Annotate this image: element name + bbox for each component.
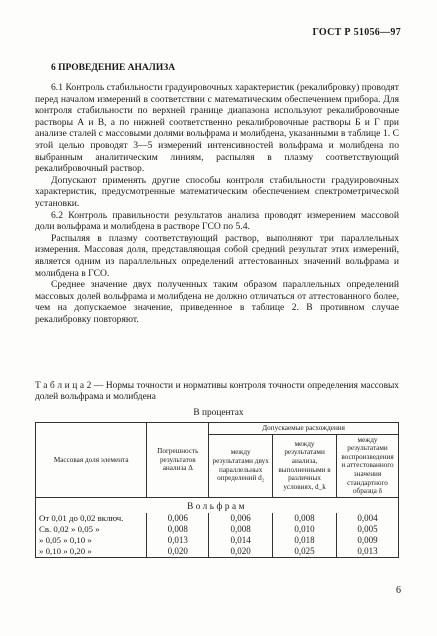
table-row: [36, 535, 399, 546]
cell-d2: 0,008: [209, 524, 273, 535]
cell-delta-so: 0,009: [337, 535, 399, 546]
paragraph-alternatives: Допускают применять другие способы контроля стабильности градуировочных характеристик, предусмотренные математическим обеспечением спектрометрической установки.: [35, 174, 399, 209]
table-row: [36, 524, 399, 535]
cell-d2: 0,014: [209, 535, 273, 546]
paragraph-6-1: 6.1 Контроль стабильности градуировочных характеристик (рекалибровку) проводят перед началом измерений в соответствии с математическим обеспечением прибора. Для контроля стабильности по верхней границе диапазона используют рекалибровочные растворы А и В, а по нижней соответственно рекалибровочные растворы Б и Г при анализе сталей с массовыми долями вольфрама и молибдена, указанными в таблице 1. С этой целью проводят 3—5 измерений интенсивностей вольфрама и молибдена по выбранным аналитическим линиям, распыляя в плазму соответствующий рекалибровочный раствор.: [35, 82, 399, 175]
table-caption: Т а б л и ц а 2 — Нормы точности и нормативы контроля точности определения массовых долей вольфрама и молибдена: [35, 381, 399, 403]
cell-range: » 0,05 » 0,10 »: [36, 535, 147, 546]
cell-delta-so: 0,013: [337, 546, 399, 558]
accuracy-norms-table: [35, 422, 399, 558]
cell-delta: 0,013: [147, 535, 209, 546]
cell-dk: 0,018: [273, 535, 337, 546]
paragraph-mean-value: Среднее значение двух полученных таким образом параллельных определений массовых долей вольфрама и молибдена не должно отличаться от аттестованного более, чем на допускаемое значение, приведенное в таблице 2. В противном случае рекалибровку повторяют.: [35, 279, 399, 325]
cell-range: От 0,01 до 0,02 включ.: [36, 513, 147, 524]
paragraph-parallel-measurements: Распыляя в плазму соответствующий раствор, выполняют три параллельных измерения. Массовая доля, представляющая собой средний результат этих измерений, является одним из параллельных определений аттестованных значений вольфрама и молибдена в ГСО.: [35, 232, 399, 279]
cell-range: » 0,10 » 0,20 »: [36, 546, 147, 558]
cell-delta: 0,008: [147, 524, 209, 535]
cell-delta-so: 0,004: [337, 513, 399, 524]
page-number: 6: [396, 585, 401, 596]
table-row: [36, 546, 399, 558]
cell-d2: 0,006: [209, 513, 273, 524]
cell-dk: 0,008: [273, 513, 337, 524]
header-parallel-d2: между результатами двух параллельных определений d₂: [209, 434, 273, 497]
table-row: [36, 513, 399, 524]
table-section-tungsten: Вольфрам: [36, 497, 399, 513]
cell-delta: 0,006: [147, 513, 209, 524]
cell-delta-so: 0,005: [337, 524, 399, 535]
table-units: В процентах: [193, 408, 244, 418]
body-text: [35, 82, 399, 325]
cell-range: Св. 0,02 » 0,05 »: [36, 524, 147, 535]
standard-number: ГОСТ Р 51056—97: [312, 27, 401, 38]
cell-d2: 0,020: [209, 546, 273, 558]
header-analysis-error: Погрешность результатов анализа Δ: [147, 423, 209, 498]
header-allowed-discrepancies: Допускаемые расхождения: [209, 423, 399, 435]
paragraph-6-2: 6.2 Контроль правильности результатов анализа проводят измерением массовой доли вольфрама и молибдена в растворе ГСО по 5.4.: [35, 209, 399, 233]
cell-dk: 0,025: [273, 546, 337, 558]
header-mass-fraction: Массовая доля элемента: [36, 423, 147, 498]
cell-dk: 0,010: [273, 524, 337, 535]
cell-delta: 0,020: [147, 546, 209, 558]
header-reference-delta: между результатами воспроизведения и аттестованного значения стандартного образца δ: [337, 434, 399, 497]
header-conditions-dk: между результатами анализа, выполненными в различных условиях, d_k: [273, 434, 337, 497]
section-heading: 6 ПРОВЕДЕНИЕ АНАЛИЗА: [51, 63, 176, 73]
